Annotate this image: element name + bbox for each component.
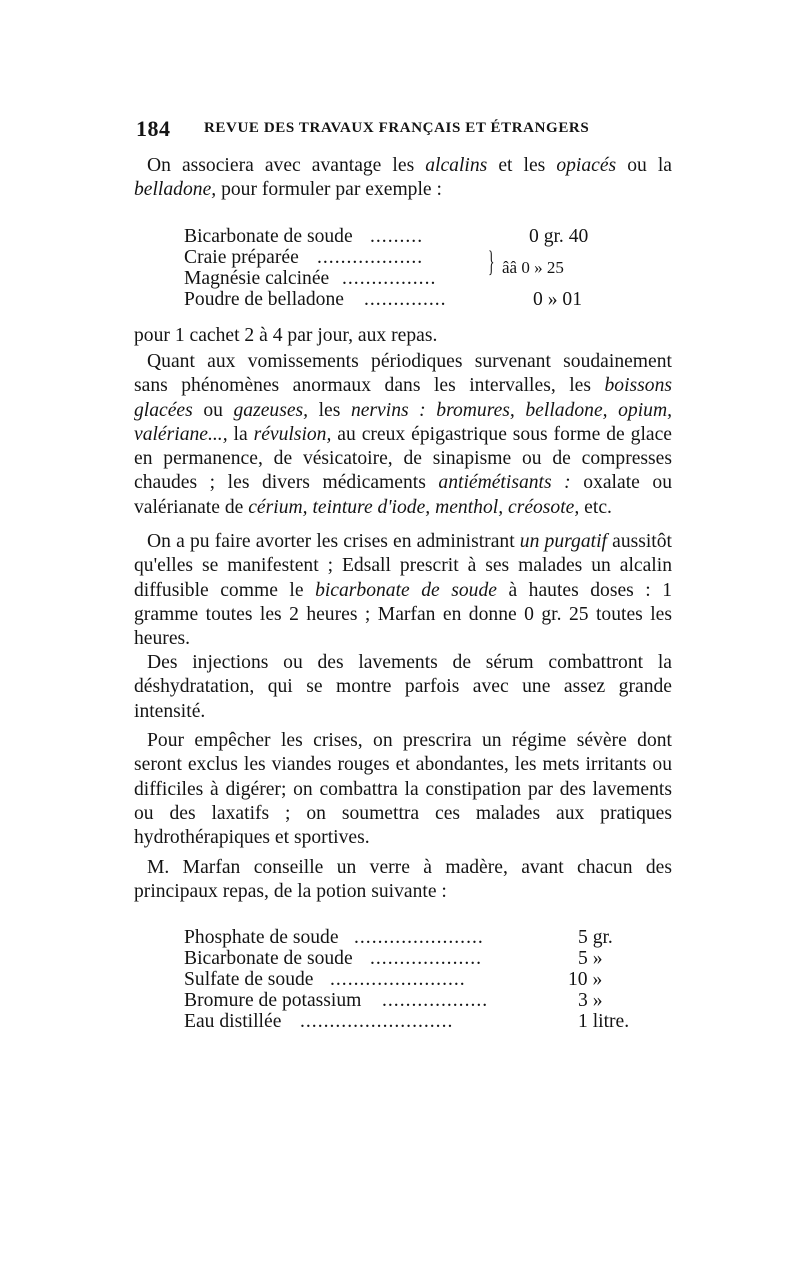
ingredient-quantity: 5 » — [578, 948, 603, 969]
recipe-row — [184, 927, 644, 948]
ingredient-quantity: 3 » — [578, 990, 603, 1011]
dot-leader: .................. — [382, 990, 489, 1011]
ingredient-name: Bicarbonate de soude — [184, 226, 353, 247]
group-quantity: ââ 0 » 25 — [502, 258, 564, 277]
vomissements-paragraph: Quant aux vomissements périodiques survenant soudainement sans phénomènes anormaux dans les intervalles, les boissons glacées ou gazeuses, les nervins : bromures, belladone, opium, valériane..., la révulsion, au creux épigastrique sous forme de glace en permanence, de vésicatoire, de sinapisme ou de compresses chaudes ; les divers médicaments antiémétisants : oxalate ou valérianate de cérium, teinture d'iode, menthol, créosote, etc. — [134, 351, 672, 518]
ingredient-quantity: 5 gr. — [578, 927, 613, 948]
marfan-paragraph: M. Marfan conseille un verre à madère, avant chacun des principaux repas, de la potion suivante : — [134, 857, 672, 903]
page-header — [136, 116, 656, 142]
recipe-cachet — [184, 226, 614, 310]
ingredient-quantity: 10 » — [568, 969, 603, 990]
ingredient-name: Craie préparée — [184, 247, 299, 268]
recipe-row — [184, 990, 644, 1011]
dot-leader: ...................... — [354, 927, 484, 948]
dosage-line: pour 1 cachet 2 à 4 par jour, aux repas. — [134, 325, 438, 346]
dot-leader: .......................... — [300, 1011, 454, 1032]
ingredient-name: Eau distillée — [184, 1011, 282, 1032]
ingredient-name: Magnésie calcinée — [184, 268, 330, 289]
ingredient-name: Poudre de belladone — [184, 289, 344, 310]
dot-leader: .................. — [317, 247, 424, 268]
recipe-row — [184, 1011, 644, 1032]
injections-paragraph: Des injections ou des lavements de sérum combattront la déshydratation, qui se montre parfois avec une assez grande intensité. — [134, 652, 672, 722]
running-title: REVUE DES TRAVAUX FRANÇAIS ET ÉTRANGERS — [204, 120, 590, 136]
ingredient-name: Bicarbonate de soude — [184, 948, 353, 969]
dot-leader: ................ — [342, 268, 437, 289]
dot-leader: ......... — [370, 226, 424, 247]
ingredient-quantity: 0 » 01 — [533, 289, 582, 310]
recipe-row — [184, 289, 614, 310]
dot-leader: .............. — [364, 289, 447, 310]
brace-symbol: } — [487, 245, 495, 278]
recipe-row — [184, 948, 644, 969]
recipe-potion — [184, 927, 644, 1032]
dot-leader: ................... — [370, 948, 483, 969]
ingredient-name: Sulfate de soude — [184, 969, 314, 990]
ingredient-quantity: 0 gr. 40 — [529, 226, 589, 247]
ingredient-name: Phosphate de soude — [184, 927, 339, 948]
ingredient-quantity: 1 litre. — [578, 1011, 630, 1032]
recipe-row — [184, 969, 644, 990]
avorter-paragraph: On a pu faire avorter les crises en administrant un purgatif aussitôt qu'elles se manifestent ; Edsall prescrit à ses malades un alcalin diffusible comme le bicarbonate de soude à hautes doses : 1 gramme toutes les 2 heures ; Marfan en donne 0 gr. 25 toutes les heures. — [134, 531, 673, 650]
page-number: 184 — [136, 116, 171, 141]
intro-paragraph: On associera avec avantage les alcalins et les opiacés ou la belladone, pour formuler par exemple : — [134, 155, 673, 201]
regime-paragraph: Pour empêcher les crises, on prescrira un régime sévère dont seront exclus les viandes rouges et abondantes, les mets irritants ou difficiles à digérer; on combattra la constipation par des lavements ou des laxatifs ; on soumettra ces malades aux pratiques hydrothérapiques et sportives. — [134, 730, 672, 849]
recipe-row — [184, 226, 614, 247]
ingredient-name: Bromure de potassium — [184, 990, 362, 1011]
dot-leader: ....................... — [330, 969, 466, 990]
